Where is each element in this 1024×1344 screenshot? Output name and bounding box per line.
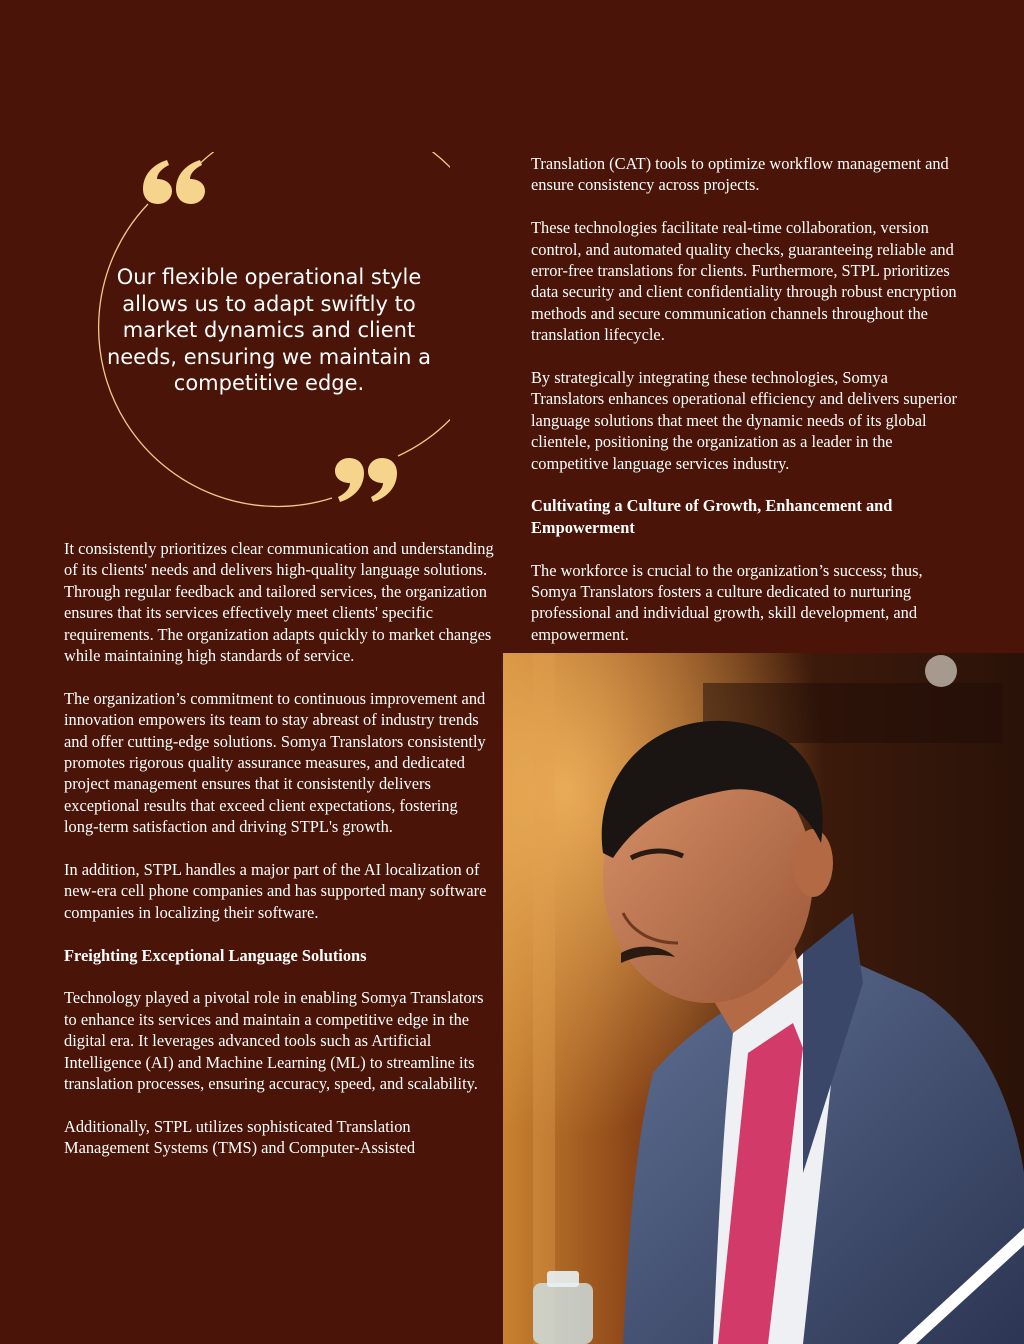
section-heading: Freighting Exceptional Language Solutions (64, 945, 367, 965)
portrait-photo (503, 653, 1024, 1344)
paragraph: It consistently prioritizes clear communication and understanding of its clients' needs and delivers high-quality language solutions. Through regular feedback and tailored services, the organization ensures that its services effectively meet clients' specific requirements. The organization adapts quickly to market changes while maintaining high standards of service. (64, 539, 494, 666)
open-quote-icon (142, 160, 208, 204)
paragraph: Additionally, STPL utilizes sophisticated Translation Management Systems (TMS) and Computer-Assisted (64, 1116, 416, 1158)
paragraph: Technology played a pivotal role in enabling Somya Translators to enhance its services and maintain a competitive edge in the digital era. It leverages advanced tools such as Artificial Intelligence (AI) and Machine Learning (ML) to streamline its translation processes, ensuring accuracy, speed, and scalability. (64, 988, 484, 1094)
right-text-column (531, 153, 963, 667)
section-heading: Cultivating a Culture of Growth, Enhancement and Empowerment (531, 496, 893, 537)
paragraph: By strategically integrating these technologies, Somya Translators enhances operational efficiency and delivers superior language solutions that meet the dynamic needs of its global clientele, positioning the organization as a leader in the competitive language services industry. (531, 368, 958, 473)
close-quote-icon (332, 458, 398, 502)
paragraph: The workforce is crucial to the organization’s success; thus, Somya Translators fosters a culture dedicated to nurturing professional and individual growth, skill development, and empowerment. (531, 560, 923, 644)
paragraph: In addition, STPL handles a major part of the AI localization of new-era cell phone companies and has supported many software companies in localizing their software. (64, 860, 487, 922)
paragraph: The organization’s commitment to continuous improvement and innovation empowers its team to stay abreast of industry trends and offer cutting-edge solutions. Somya Translators consistently promotes rigorous quality assurance measures, and dedicated project management ensures that it consistently delivers exceptional results that exceed client expectations, fostering long-term satisfaction and driving STPL's growth. (64, 688, 486, 837)
paragraph: These technologies facilitate real-time collaboration, version control, and automated quality checks, guaranteeing reliable and error-free translations for clients. Furthermore, STPL prioritizes data security and client confidentiality through robust encryption methods and secure communication channels throughout the translation lifecycle. (531, 218, 957, 345)
left-text-column (64, 538, 494, 1180)
pull-quote: Our flexible operational style allows us to adapt swiftly to market dynamics and client needs, ensuring we maintain a competitive edge. (106, 265, 432, 395)
paragraph: Translation (CAT) tools to optimize workflow management and ensure consistency across projects. (531, 154, 949, 195)
